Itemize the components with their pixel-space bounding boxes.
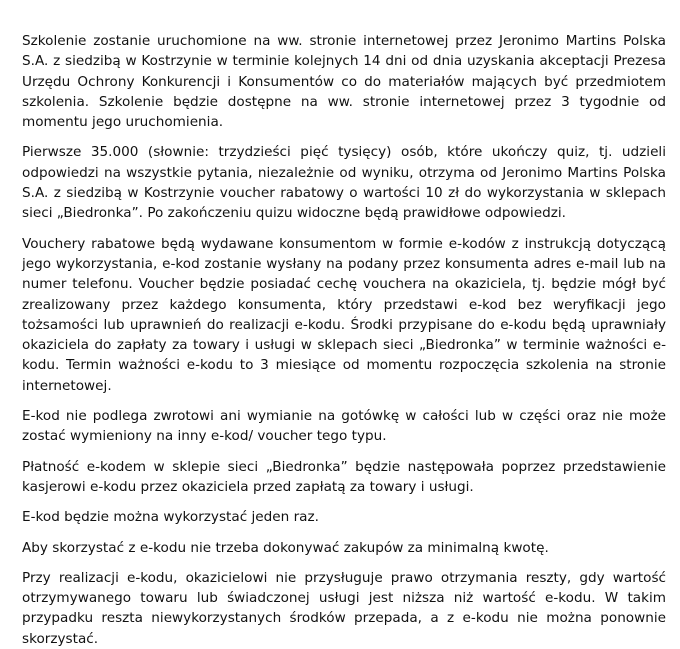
- paragraph-no-refund: E-kod nie podlega zwrotowi ani wymianie na gotówkę w całości lub w części oraz nie może zostać wymieniony na inny e-kod/ voucher tego typu.: [22, 408, 666, 445]
- paragraph-voucher-award: Pierwsze 35.000 (słownie: trzydzieści pięć tysięcy) osób, które ukończy quiz, tj. udzieli odpowiedzi na wszystkie pytania, niezależnie od wyniku, otrzyma od Jeronimo Martins Polska S.A. z siedzibą w Kostrzynie voucher rabatowy o wartości 10 zł do wykorzystania w sklepach sieci „Biedronka”. Po zakończeniu quizu widoczne będą prawidłowe odpowiedzi.: [22, 144, 666, 222]
- paragraph-payment: Płatność e-kodem w sklepie sieci „Biedronka” będzie następowała poprzez przedstawienie kasjerowi e-kodu przez okaziciela przed zapłatą za towary i usługi.: [22, 458, 666, 495]
- paragraph-no-minimum: Aby skorzystać z e-kodu nie trzeba dokonywać zakupów za minimalną kwotę.: [22, 539, 549, 556]
- paragraph-single-use: E-kod będzie można wykorzystać jeden raz.: [22, 509, 319, 526]
- paragraph-no-change: Przy realizacji e-kodu, okazicielowi nie przysługuje prawo otrzymania reszty, gdy wartość otrzymywanego towaru lub świadczonej usługi jest niższa niż wartość e-kodu. W takim przypadku reszta niewykorzystanych środków przepada, a z e-kodu nie można ponownie skorzystać.: [22, 569, 666, 647]
- document-body: [22, 31, 666, 649]
- paragraph-voucher-ecode: Vouchery rabatowe będą wydawane konsumentom w formie e-kodów z instrukcją dotyczącą jego wykorzystania, e-kod zostanie wysłany na podany przez konsumenta adres e-mail lub na numer telefonu. Voucher będzie posiadać cechę vouchera na okaziciela, tj. będzie mógł być zrealizowany przez każdego konsumenta, który przedstawi e-kod bez weryfikacji jego tożsamości lub uprawnień do realizacji e-kodu. Środki przypisane do e-kodu będą uprawniały okaziciela do zapłaty za towary i usługi w sklepach sieci „Biedronka” w terminie ważności e-kodu. Termin ważności e-kodu to 3 miesiące od momentu rozpoczęcia szkolenia na stronie internetowej.: [22, 235, 666, 394]
- paragraph-training-launch: Szkolenie zostanie uruchomione na ww. stronie internetowej przez Jeronimo Martins Polska S.A. z siedzibą w Kostrzynie w terminie kolejnych 14 dni od dnia uzyskania akceptacji Prezesa Urzędu Ochrony Konkurencji i Konsumentów co do materiałów mających być przedmiotem szkolenia. Szkolenie będzie dostępne na ww. stronie internetowej przez 3 tygodnie od momentu jego uruchomienia.: [22, 33, 666, 131]
